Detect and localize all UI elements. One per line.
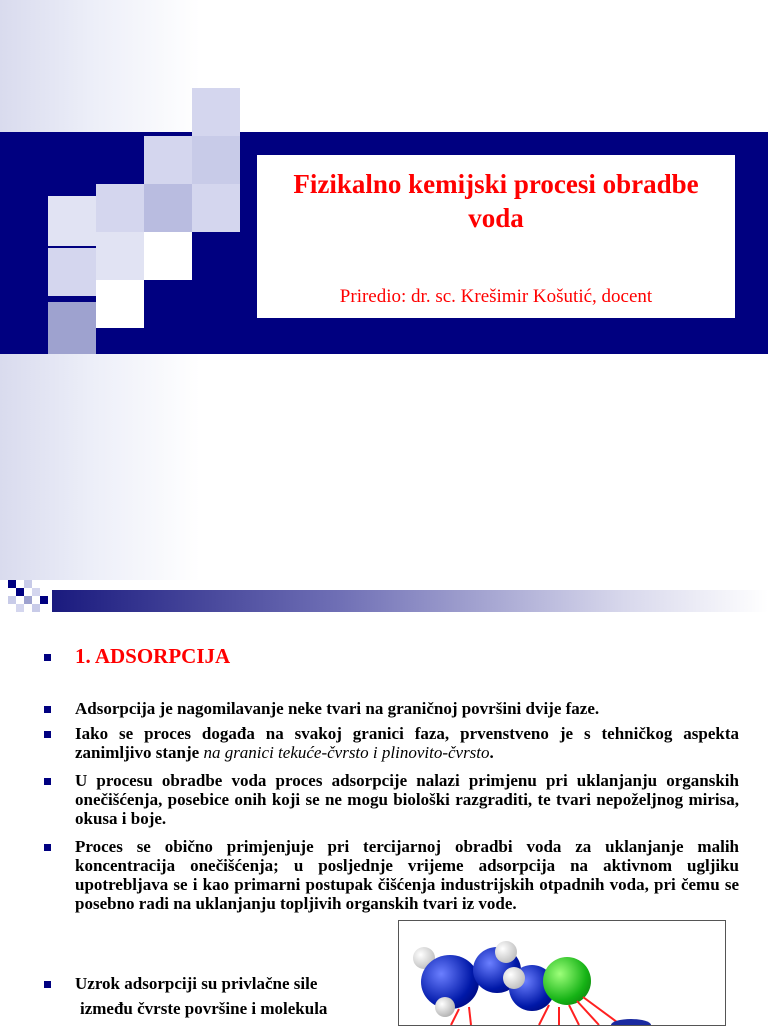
- deco-square: [192, 88, 240, 136]
- bullet-text-span: Iako se proces događa na svakoj granici faza, prvenstveno je s tehničkog aspekta zanimljivo stanje: [75, 724, 739, 762]
- title-box: [257, 155, 735, 318]
- bullet-text: [75, 974, 395, 1018]
- deco-pixel: [24, 596, 32, 604]
- bond-lines: [399, 921, 725, 1025]
- header-gradient-strip: [52, 590, 768, 612]
- bullet-text: [75, 771, 739, 828]
- bullet-text: [75, 699, 739, 718]
- deco-square: [48, 302, 96, 354]
- bullet-text-span: U procesu obradbe voda proces adsorpcije nalazi primjenu pri uklanjanju organskih onečišćenja, posebice onih koji se ne mogu biološki razgraditi, te tvari nepoželjnog mirisa, okusa i boje.: [75, 771, 739, 828]
- slide-subtitle: Priredio: dr. sc. Krešimir Košutić, docent: [339, 286, 653, 307]
- molecule-model-image: [398, 920, 726, 1026]
- bullet-square-icon: [44, 731, 51, 738]
- bullet-square-icon: [44, 654, 51, 661]
- content-slide: [0, 580, 768, 1024]
- bullet-text: [75, 837, 739, 913]
- deco-square: [96, 280, 144, 328]
- bullet-square-icon: [44, 981, 51, 988]
- deco-square: [96, 232, 144, 280]
- deco-pixel: [32, 588, 40, 596]
- deco-pixel: [40, 596, 48, 604]
- deco-square: [192, 136, 240, 184]
- deco-pixel: [8, 580, 16, 588]
- bullet-text-span: .: [489, 743, 494, 762]
- bullet-text-span: Proces se obično primjenjuje pri tercijarnoj obradbi voda za uklanjanje malih koncentracija onečišćenja; u posljednje vrijeme adsorpcija na aktivnom ugljiku upotrebljava se i kao primarni postupak čišćenja industrijskih otpadnih voda, pri čemu se posebno radi na uklanjanju topljivih organskih tvari iz vode.: [75, 837, 739, 913]
- deco-square: [48, 196, 96, 246]
- deco-square: [192, 184, 240, 232]
- bullet-square-icon: [44, 844, 51, 851]
- deco-pixel: [16, 588, 24, 596]
- bullet-text-line: između čvrste površine i molekula: [80, 999, 328, 1018]
- slide-title: Fizikalno kemijski procesi obradbe voda: [293, 169, 699, 233]
- bullet-text: [75, 724, 739, 762]
- deco-square: [144, 136, 192, 184]
- bullet-italic-span: na granici tekuće-čvrsto i plinovito-čvrsto: [203, 743, 490, 762]
- bullet-square-icon: [44, 706, 51, 713]
- bullet-text-line: Uzrok adsorpciji su privlačne sile: [75, 974, 318, 993]
- deco-square: [144, 184, 192, 232]
- deco-square: [48, 248, 96, 296]
- deco-square: [0, 246, 48, 302]
- section-heading: 1. ADSORPCIJA: [75, 644, 231, 668]
- deco-square: [144, 232, 192, 280]
- deco-pixel: [8, 596, 16, 604]
- bullet-square-icon: [44, 778, 51, 785]
- deco-square: [96, 184, 144, 232]
- bullet-text-span: Adsorpcija je nagomilavanje neke tvari na graničnoj površini dvije faze.: [75, 699, 600, 718]
- deco-pixel: [16, 604, 24, 612]
- deco-pixel: [32, 604, 40, 612]
- deco-pixel: [24, 580, 32, 588]
